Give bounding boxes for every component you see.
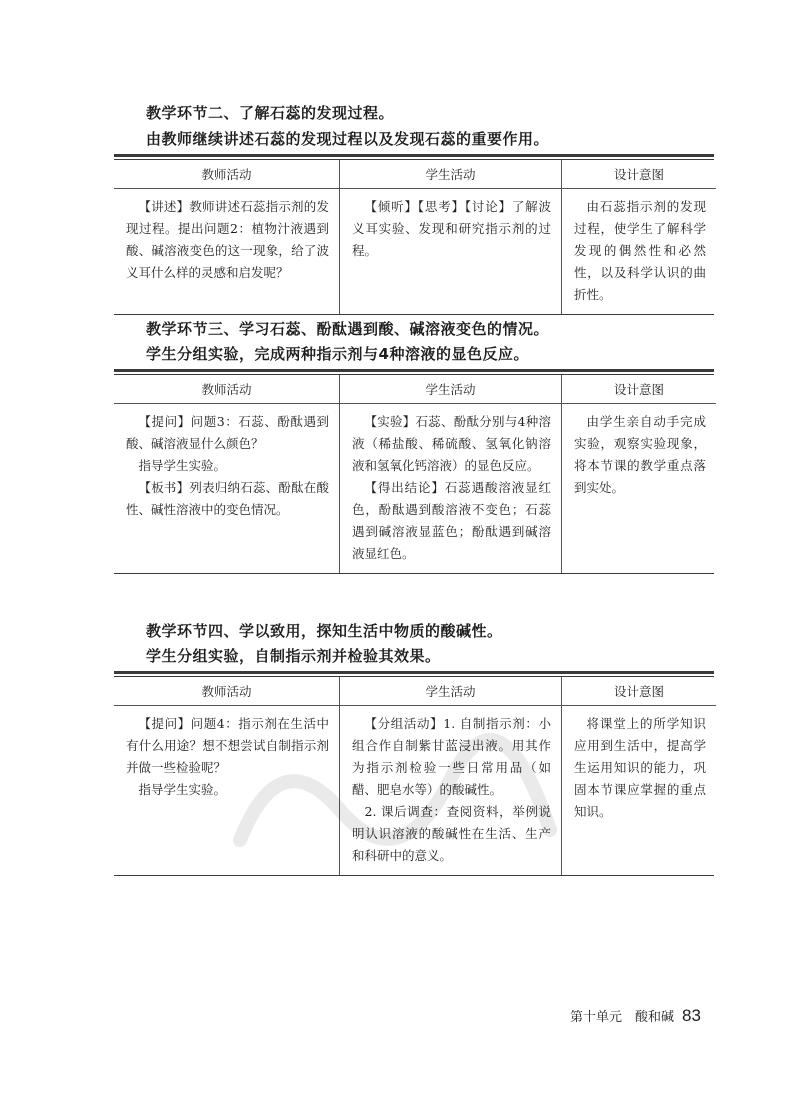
paragraph: 将课堂上的所学知识应用到生活中，提高学生运用知识的能力，巩固本节课应掌握的重点知识。 xyxy=(574,716,706,819)
paragraph: 2. 课后调查：查阅资料，举例说明认识溶液的酸碱性在生活、生产和科研中的意义。 xyxy=(352,804,551,863)
section-subheading: 由教师继续讲述石蕊的发现过程以及发现石蕊的重要作用。 xyxy=(146,130,550,148)
column-header-intent: 设计意图 xyxy=(562,160,717,189)
section-heading: 教学环节三、学习石蕊、酚酞遇到酸、碱溶液变色的情况。 xyxy=(146,320,550,338)
student-activity-cell xyxy=(340,189,562,315)
paragraph: 【讲述】教师讲述石蕊指示剂的发现过程。提出问题2：植物汁液遇到酸、碱溶液变色的这一现象，给了波义耳什么样的灵感和启发呢？ xyxy=(126,199,329,280)
page-number: 83 xyxy=(682,1006,701,1025)
paragraph: 【倾听】【思考】【讨论】了解波义耳实验、发现和研究指示剂的过程。 xyxy=(352,199,551,258)
teacher-activity-cell xyxy=(114,706,340,876)
column-header-student: 学生活动 xyxy=(340,677,562,706)
student-activity-cell xyxy=(340,404,562,574)
paragraph: 【实验】石蕊、酚酞分别与4种溶液（稀盐酸、稀硫酸、氢氧化钠溶液和氢氧化钙溶液）的显色反应。 xyxy=(352,414,551,473)
design-intent-cell xyxy=(562,706,717,876)
activity-table xyxy=(114,671,714,876)
activity-table xyxy=(114,154,714,315)
section-heading: 教学环节四、学以致用，探知生活中物质的酸碱性。 xyxy=(146,622,503,640)
teacher-activity-cell xyxy=(114,404,340,574)
paragraph: 【得出结论】石蕊遇酸溶液显红色，酚酞遇到酸溶液不变色；石蕊遇到碱溶液显蓝色；酚酞遇到碱溶液显红色。 xyxy=(352,480,551,561)
section-heading: 教学环节二、了解石蕊的发现过程。 xyxy=(146,104,395,122)
column-header-student: 学生活动 xyxy=(340,375,562,404)
design-intent-cell xyxy=(562,189,717,315)
design-intent-cell xyxy=(562,404,717,574)
paragraph: 【板书】列表归纳石蕊、酚酞在酸性、碱性溶液中的变色情况。 xyxy=(126,480,329,517)
activity-table xyxy=(114,369,714,574)
student-activity-cell xyxy=(340,706,562,876)
section-subheading: 学生分组实验，自制指示剂并检验其效果。 xyxy=(146,647,441,665)
column-header-teacher: 教师活动 xyxy=(114,375,340,404)
paragraph: 指导学生实验。 xyxy=(138,458,227,473)
unit-title: 第十单元 酸和碱 xyxy=(570,1010,675,1025)
page-footer xyxy=(570,1006,701,1026)
column-header-intent: 设计意图 xyxy=(562,677,717,706)
column-header-teacher: 教师活动 xyxy=(114,160,340,189)
paragraph: 【提问】问题4：指示剂在生活中有什么用途？想不想尝试自制指示剂并做一些检验呢？ xyxy=(126,716,329,775)
column-header-student: 学生活动 xyxy=(340,160,562,189)
paragraph: 【提问】问题3：石蕊、酚酞遇到酸、碱溶液显什么颜色？ xyxy=(126,414,329,451)
column-header-teacher: 教师活动 xyxy=(114,677,340,706)
paragraph: 指导学生实验。 xyxy=(138,782,227,797)
paragraph: 由学生亲自动手完成实验，观察实验现象，将本节课的教学重点落到实处。 xyxy=(574,414,706,495)
paragraph: 由石蕊指示剂的发现过程，使学生了解科学发现的偶然性和必然性，以及科学认识的曲折性。 xyxy=(574,199,706,302)
column-header-intent: 设计意图 xyxy=(562,375,717,404)
paragraph: 【分组活动】1. 自制指示剂：小组合作自制紫甘蓝浸出液。用其作为指示剂检验一些日常用品（如醋、肥皂水等）的酸碱性。 xyxy=(352,716,551,797)
section-subheading: 学生分组实验，完成两种指示剂与4种溶液的显色反应。 xyxy=(146,345,529,363)
teacher-activity-cell xyxy=(114,189,340,315)
